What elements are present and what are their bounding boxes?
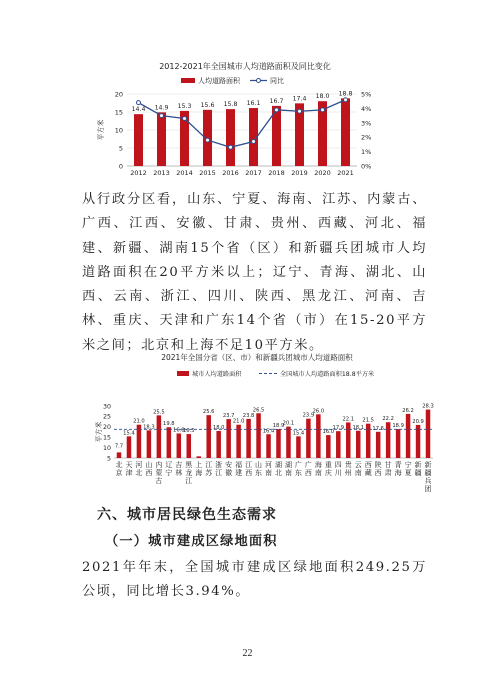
bar bbox=[134, 114, 143, 166]
x-tick-label: 新 bbox=[414, 461, 422, 469]
bar bbox=[117, 452, 122, 458]
x-tick-label: 林 bbox=[175, 469, 183, 477]
line-point bbox=[321, 108, 325, 112]
y-tick-label: 10 bbox=[114, 126, 123, 135]
x-tick-label: 安 bbox=[225, 461, 233, 469]
x-tick-label: 浙 bbox=[215, 461, 223, 469]
bar-data-label: 26.0 bbox=[312, 408, 325, 415]
x-tick-label: 蒙 bbox=[155, 469, 163, 477]
x-tick-label: 上 bbox=[195, 461, 203, 469]
bar-data-label: 7.7 bbox=[114, 443, 124, 450]
line-point bbox=[252, 140, 256, 144]
x-tick-label: 北 bbox=[274, 469, 282, 477]
bar bbox=[341, 98, 350, 166]
bar bbox=[216, 431, 221, 458]
y-axis-label: 平方米 bbox=[95, 421, 103, 443]
bar bbox=[386, 422, 391, 458]
bar-data-label: 18.1 bbox=[352, 424, 365, 431]
x-tick-label: 辽 bbox=[165, 461, 173, 469]
y-tick-label: 0 bbox=[118, 162, 123, 171]
x-tick-label: 2014 bbox=[176, 169, 193, 177]
bar-data-label: 20.1 bbox=[282, 420, 295, 427]
subsection-heading: （一）城市建成区绿地面积 bbox=[105, 534, 278, 549]
bar-data-label: 18.9 bbox=[272, 423, 285, 430]
x-tick-label: 宁 bbox=[165, 469, 173, 477]
x-tick-label: 甘 bbox=[384, 461, 392, 469]
bar bbox=[157, 112, 166, 166]
y2-tick-label: 1% bbox=[361, 148, 372, 157]
x-tick-label: 2018 bbox=[268, 169, 285, 177]
x-tick-label: 团 bbox=[424, 485, 432, 493]
x-tick-label: 贵 bbox=[344, 461, 352, 469]
bar bbox=[396, 429, 401, 458]
x-tick-label: 黑 bbox=[185, 461, 193, 469]
bar-data-label: 15.4 bbox=[123, 430, 135, 437]
x-tick-label: 山 bbox=[145, 461, 153, 469]
x-tick-label: 海 bbox=[314, 461, 322, 469]
x-tick-label: 藏 bbox=[364, 469, 372, 477]
bar-data-label: 15.4 bbox=[292, 430, 305, 437]
legend-swatch-bar bbox=[177, 371, 189, 376]
y-tick-label: 20 bbox=[102, 424, 111, 432]
y2-tick-label: 4% bbox=[361, 104, 372, 113]
bar bbox=[276, 429, 281, 458]
section-heading: 六、城市居民绿色生态需求 bbox=[97, 507, 277, 523]
bar bbox=[286, 427, 291, 458]
bar-data-label: 18.0 bbox=[315, 93, 330, 101]
bar bbox=[196, 456, 201, 458]
line-point bbox=[183, 116, 187, 120]
x-tick-label: 河 bbox=[135, 461, 143, 469]
x-tick-label: 新 bbox=[424, 461, 432, 469]
x-tick-label: 西 bbox=[364, 461, 372, 469]
bar bbox=[206, 415, 211, 458]
x-tick-label: 西 bbox=[374, 469, 382, 477]
x-tick-label: 夏 bbox=[404, 469, 412, 477]
x-tick-label: 西 bbox=[304, 469, 312, 477]
x-tick-label: 2020 bbox=[314, 169, 331, 177]
bar-data-label: 28.3 bbox=[422, 403, 434, 410]
bar bbox=[157, 415, 162, 458]
bar-data-label: 26.2 bbox=[402, 407, 414, 414]
x-tick-label: 京 bbox=[115, 469, 123, 477]
bar-data-label: 23.8 bbox=[242, 412, 255, 419]
x-tick-label: 南 bbox=[265, 469, 273, 477]
bar-data-label: 21.0 bbox=[232, 418, 245, 425]
bar bbox=[416, 425, 421, 458]
x-tick-label: 2013 bbox=[153, 169, 170, 177]
x-tick-label: 青 bbox=[394, 461, 402, 469]
x-tick-label: 2017 bbox=[245, 169, 262, 177]
x-tick-label: 肃 bbox=[384, 469, 392, 477]
x-tick-label: 川 bbox=[334, 469, 342, 477]
y2-tick-label: 0% bbox=[361, 162, 372, 171]
bar bbox=[226, 109, 235, 166]
bar-data-label: 16.1 bbox=[246, 100, 261, 108]
bar-data-label: 25.5 bbox=[153, 409, 165, 416]
x-tick-label: 内 bbox=[155, 461, 163, 469]
x-tick-label: 广 bbox=[294, 461, 302, 469]
x-tick-label: 北 bbox=[115, 461, 123, 469]
y2-tick-label: 2% bbox=[361, 133, 372, 142]
bar-data-label: 14.9 bbox=[154, 104, 169, 112]
x-tick-label: 古 bbox=[155, 477, 163, 485]
y-tick-label: 30 bbox=[102, 403, 111, 411]
bar bbox=[306, 419, 311, 458]
bar-data-label: 22.2 bbox=[382, 416, 394, 423]
bar bbox=[177, 433, 182, 458]
x-tick-label: 东 bbox=[255, 469, 263, 477]
x-tick-label: 南 bbox=[314, 469, 322, 477]
x-tick-label: 东 bbox=[294, 469, 302, 477]
page-number: 22 bbox=[242, 648, 253, 659]
bar-data-label: 18.3 bbox=[143, 424, 155, 431]
bar bbox=[366, 424, 371, 458]
bar bbox=[147, 430, 152, 458]
line-point bbox=[229, 145, 233, 149]
bar-data-label: 23.7 bbox=[222, 413, 235, 420]
bar-data-label: 15.6 bbox=[200, 101, 215, 109]
x-tick-label: 西 bbox=[145, 469, 153, 477]
bar bbox=[226, 419, 231, 458]
line-point bbox=[137, 101, 141, 105]
bar bbox=[316, 414, 321, 458]
legend-marker-line bbox=[257, 79, 261, 83]
bar-data-label: 15.3 bbox=[177, 102, 192, 110]
bar bbox=[326, 435, 331, 458]
line-point bbox=[275, 108, 279, 112]
line-point bbox=[298, 109, 302, 113]
legend-swatch-bar bbox=[181, 78, 195, 83]
bar-data-label: 18.0 bbox=[212, 424, 225, 431]
x-tick-label: 2016 bbox=[222, 169, 239, 177]
bar-data-label: 18.8 bbox=[338, 90, 353, 98]
line-point bbox=[206, 138, 210, 142]
y-tick-label: 15 bbox=[114, 108, 123, 117]
y2-tick-label: 5% bbox=[361, 90, 372, 99]
bar-data-label: 17.4 bbox=[292, 95, 307, 103]
bar-data-label: 15.8 bbox=[223, 101, 238, 109]
x-tick-label: 北 bbox=[135, 469, 143, 477]
x-tick-label: 江 bbox=[185, 477, 193, 485]
x-tick-label: 云 bbox=[354, 461, 362, 469]
x-tick-label: 江 bbox=[205, 461, 213, 469]
x-tick-label: 庆 bbox=[324, 469, 332, 477]
legend-label-bar: 人均道路面积 bbox=[198, 77, 240, 85]
y-tick-label: 5 bbox=[118, 144, 123, 153]
x-tick-label: 海 bbox=[195, 469, 203, 477]
x-tick-label: 吉 bbox=[175, 461, 183, 469]
legend-label-bar: 城市人均道路面积 bbox=[192, 371, 242, 378]
chart-province-road-area bbox=[95, 350, 437, 493]
x-tick-label: 徽 bbox=[225, 469, 233, 477]
x-tick-label: 疆 bbox=[424, 469, 432, 477]
y-tick-label: 5 bbox=[106, 455, 111, 463]
x-tick-label: 江 bbox=[245, 461, 253, 469]
y-tick-label: 10 bbox=[102, 444, 111, 452]
bar bbox=[296, 436, 301, 458]
bar-data-label: 26.5 bbox=[252, 407, 265, 414]
x-tick-label: 宁 bbox=[404, 461, 412, 469]
x-tick-label: 苏 bbox=[205, 469, 213, 477]
bar bbox=[266, 434, 271, 458]
x-tick-label: 州 bbox=[344, 469, 352, 477]
bar-data-label: 21.0 bbox=[133, 418, 145, 425]
bar-data-label: 16.7 bbox=[269, 97, 284, 105]
x-tick-label: 2021 bbox=[337, 169, 354, 177]
x-tick-label: 湖 bbox=[284, 461, 292, 469]
y2-tick-label: 3% bbox=[361, 119, 372, 128]
x-tick-label: 西 bbox=[245, 469, 253, 477]
x-tick-label: 龙 bbox=[185, 469, 193, 477]
x-tick-label: 南 bbox=[354, 469, 362, 477]
x-tick-label: 建 bbox=[235, 469, 243, 477]
bar-data-label: 25.6 bbox=[202, 409, 215, 416]
x-tick-label: 2019 bbox=[291, 169, 308, 177]
bar-data-label: 21.5 bbox=[362, 417, 374, 424]
bar-data-label: 17.6 bbox=[372, 425, 384, 432]
x-tick-label: 疆 bbox=[414, 469, 422, 477]
bar-data-label: 16.0 bbox=[322, 429, 335, 436]
y-tick-label: 20 bbox=[114, 90, 123, 99]
bar bbox=[187, 434, 192, 458]
x-tick-label: 2012 bbox=[130, 169, 147, 177]
x-tick-label: 陕 bbox=[374, 461, 382, 469]
line-point bbox=[344, 98, 348, 102]
bar bbox=[127, 436, 132, 458]
y-axis-label: 平方米 bbox=[97, 119, 105, 141]
bar-data-label: 14.4 bbox=[131, 106, 146, 114]
x-tick-label: 四 bbox=[334, 461, 342, 469]
x-tick-label: 南 bbox=[284, 469, 292, 477]
bar-data-label: 16.4 bbox=[262, 428, 275, 435]
bar-data-label: 18.9 bbox=[392, 423, 404, 430]
bar bbox=[406, 414, 411, 458]
x-tick-label: 2015 bbox=[199, 169, 216, 177]
bar-data-label: 22.1 bbox=[342, 416, 355, 423]
bar-data-label: 23.9 bbox=[302, 412, 315, 419]
paragraph-green-area: 2021年年末，全国城市建成区绿地面积249.25万公顷，同比增长3.94%。 bbox=[82, 560, 427, 600]
bar-data-label: 17.9 bbox=[332, 425, 345, 432]
x-tick-label: 海 bbox=[394, 469, 402, 477]
x-tick-label: 湖 bbox=[274, 461, 282, 469]
bar bbox=[356, 431, 361, 458]
bar-data-label: 16.5 bbox=[182, 428, 195, 435]
bar-data-label: 19.8 bbox=[163, 421, 175, 428]
bar-data-label: 20.9 bbox=[412, 418, 424, 425]
bar bbox=[256, 413, 261, 458]
x-tick-label: 江 bbox=[215, 469, 223, 477]
x-tick-label: 重 bbox=[324, 461, 332, 469]
bar bbox=[246, 419, 251, 458]
chart-title: 2021年全国分省（区、市）和新疆兵团城市人均道路面积 bbox=[161, 353, 353, 362]
legend-label-reference: 全国城市人均道路面积18.8平方米 bbox=[280, 371, 375, 378]
bar bbox=[376, 432, 381, 458]
bar bbox=[336, 431, 341, 458]
line-point bbox=[160, 114, 164, 118]
bar-data-label: 16.8 bbox=[173, 427, 185, 434]
chart-title: 2012-2021年全国城市人均道路面积及同比变化 bbox=[159, 62, 331, 71]
x-tick-label: 山 bbox=[255, 461, 263, 469]
x-tick-label: 福 bbox=[235, 461, 243, 469]
paragraph-province-analysis: 从行政分区看，山东、宁夏、海南、江苏、内蒙古、广西、江西、安徽、甘肃、贵州、西藏、河北、福建、新疆、湖南15个省（区）和新疆兵团城市人均道路面积在20平方米以上；辽宁、青海、湖北、山西、云南、浙江、四川、陕西、黑龙江、河南、吉林、重庆、天津和广东14个省（市）在15-20平方米之间；北京和上海不足10平方米。 bbox=[82, 192, 427, 353]
x-tick-label: 广 bbox=[304, 461, 312, 469]
legend-label-line: 同比 bbox=[270, 77, 284, 85]
y-tick-label: 15 bbox=[102, 434, 111, 442]
x-tick-label: 津 bbox=[125, 469, 133, 477]
bar bbox=[346, 422, 351, 458]
x-tick-label: 河 bbox=[265, 461, 273, 469]
x-tick-label: 兵 bbox=[424, 477, 432, 485]
bar bbox=[426, 410, 431, 458]
x-tick-label: 天 bbox=[125, 461, 133, 469]
bar bbox=[167, 427, 172, 458]
y-tick-label: 25 bbox=[102, 413, 111, 421]
chart-road-area-trend bbox=[95, 58, 395, 186]
